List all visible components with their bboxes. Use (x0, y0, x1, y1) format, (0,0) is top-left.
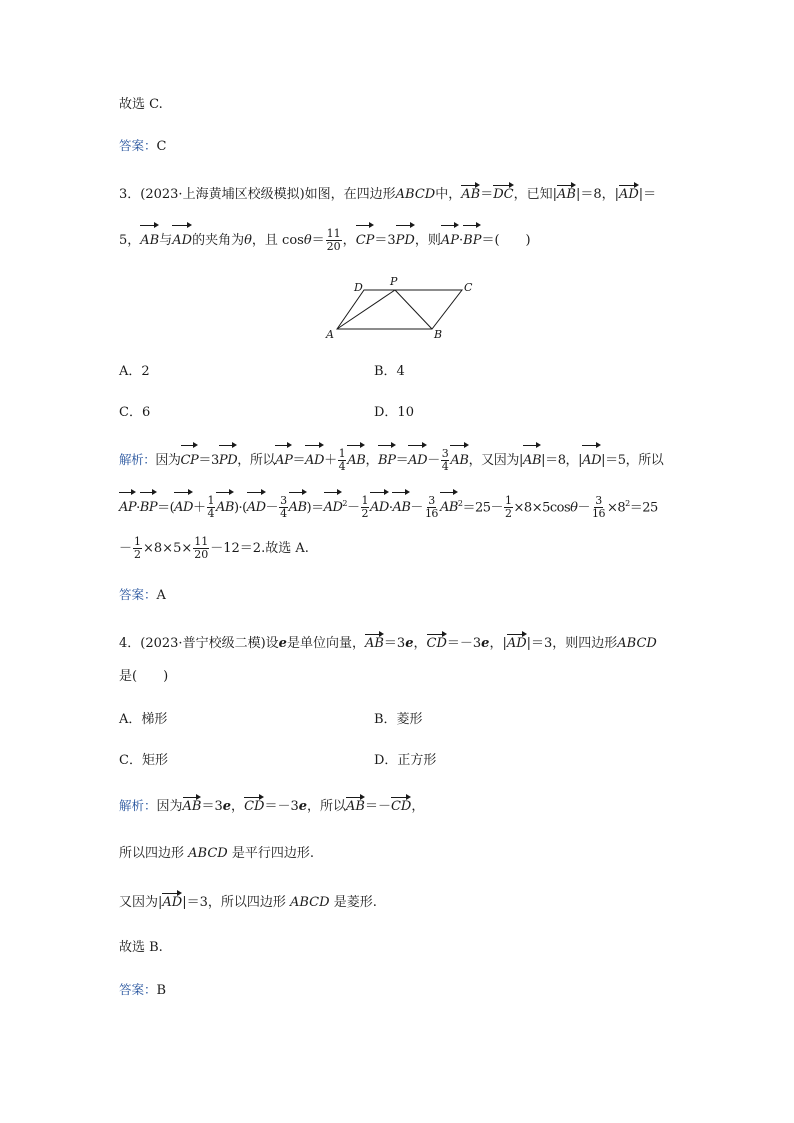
q4-text: 是( ) (119, 669, 169, 684)
q4-line1: 4．(2023·普宁校级二模)设e是单位向量，AB＝3e，CD＝－3e，|AD|＝3，则四边形ABCD (119, 633, 657, 653)
denominator: 4 (338, 460, 346, 473)
analysis-text: 因为 (156, 799, 183, 814)
vector-AD: AD (582, 444, 601, 476)
q3-analysis-line2: AP·BP＝(AD＋ $\frac{1}{4}$ AB)·(AD－ $\frac{3}{4}$ $AB)=AD^2-$ $\frac{1}{2}$ AD·AB－ $\frac{3}{16}$ $AB^2=25-$ $\frac{1}{2}$ ×8×5cosθ－ $\frac{3}{16}$ $\times 8^2=25$ (119, 489, 658, 523)
denominator: 20 (326, 240, 341, 253)
q4-analysis-line1: 解析：因为AB＝3e，CD＝－3e，所以AB＝－CD， (119, 798, 425, 814)
answer-label: 答案： (119, 587, 157, 602)
analysis-text: ＋ (324, 453, 337, 468)
answer-value: B (156, 983, 167, 998)
denominator: 4 (207, 507, 214, 521)
fraction (279, 495, 288, 520)
vector-AD: AD (324, 491, 343, 523)
analysis-text: 是平行四边形. (231, 846, 314, 861)
vector-PD: PD (219, 444, 237, 476)
text-line (119, 96, 163, 114)
dot: · (459, 233, 464, 248)
answer-value: A (156, 588, 166, 603)
vector-PD: PD (396, 224, 415, 256)
label-P: P (390, 275, 398, 288)
vector-AD: AD (507, 633, 527, 653)
quad-name: ABCD (395, 187, 436, 202)
numerator: 3 (441, 447, 449, 460)
vector-AD: AD (408, 444, 427, 476)
option-C: C．矩形 (119, 753, 168, 768)
option-A: A．2 (119, 364, 150, 379)
analysis-text: 是菱形. (333, 895, 377, 910)
q4-number: 4． (119, 636, 141, 651)
vector-AB: AB (216, 491, 234, 523)
vector-AB: AB (440, 491, 458, 523)
analysis-text: ， (365, 453, 379, 468)
q4-analysis-line3 (119, 892, 377, 912)
q3-text: 与 (159, 233, 173, 248)
numerator: 1 (505, 494, 512, 508)
analysis-text: ＝3 (198, 453, 219, 468)
quad-name: ABCD (290, 895, 330, 910)
analysis-text: ，所以 (237, 453, 276, 468)
analysis-text: ＝ (292, 453, 306, 468)
vector-AB: AB (450, 444, 468, 476)
vector-AP: AP (441, 224, 459, 256)
option-C: C．6 (119, 405, 151, 420)
denominator: 2 (134, 548, 142, 561)
fraction (591, 495, 606, 520)
vector-AB: AB (140, 224, 159, 256)
q3-text: ，已知| (513, 187, 557, 202)
denominator: 16 (591, 507, 605, 521)
parallelogram-shape (337, 290, 462, 329)
fraction (504, 495, 513, 520)
vector-CD: CD (391, 796, 411, 816)
option-D: D．正方形 (374, 753, 437, 768)
q4-text: 是单位向量， (286, 636, 365, 651)
unit-vector-e: e (405, 636, 414, 651)
analysis-text: ＝3 (201, 799, 223, 814)
denominator: 2 (505, 507, 512, 521)
q4-text: ＝－3 (446, 636, 482, 651)
analysis-text: |＝8，| (541, 453, 583, 468)
vector-BP: BP (140, 491, 157, 523)
analysis-text: 故选 B. (119, 940, 163, 955)
vector-BP: BP (463, 224, 481, 256)
fraction (133, 536, 142, 561)
vector-CD: CD (427, 633, 447, 653)
unit-vector-e: e (298, 799, 307, 814)
vector-AD: AD (174, 491, 193, 523)
eq: ＝ (480, 187, 494, 202)
quad-name: ABCD (188, 846, 228, 861)
analysis-text: ＝25 (629, 500, 658, 516)
analysis-text: 又因为| (119, 895, 163, 910)
vector-AB: AB (365, 633, 384, 653)
vector-AP: AP (119, 491, 136, 523)
q3-text: ， (342, 233, 356, 248)
answer-value: C (156, 139, 167, 154)
q4-line2 (119, 668, 168, 686)
option-A: A．梯形 (119, 712, 168, 727)
option-B: B．菱形 (374, 712, 423, 727)
denominator: 16 (424, 507, 438, 521)
analysis-text: －12＝2.故选 A. (210, 541, 309, 556)
q3-text: 中， (435, 187, 462, 202)
fraction (326, 228, 342, 253)
segment-AP (337, 290, 395, 329)
q3-analysis-line3: － $\frac{1}{2}$ ×8×5× $\frac{11}{20}$ －12＝2.故选 A. (119, 535, 309, 561)
vector-AB: AB (392, 491, 410, 523)
numerator: 1 (134, 535, 142, 548)
answer-label: 答案： (119, 138, 157, 153)
answer-label: 答案： (119, 982, 157, 997)
analysis-label: 解析： (119, 798, 157, 813)
theta: θ (303, 233, 312, 248)
label-D: D (354, 281, 363, 294)
numerator: 3 (428, 494, 435, 508)
q3-line1 (119, 184, 656, 204)
vector-AD: AD (247, 491, 266, 523)
numerator: 1 (361, 494, 369, 508)
q3-line2 (119, 224, 531, 256)
q3-text: 的夹角为 (192, 233, 245, 248)
fraction (338, 448, 347, 473)
numerator: 3 (595, 494, 602, 508)
answer-line (119, 586, 166, 605)
q4-analysis-line2 (119, 845, 314, 863)
vector-AD: AD (370, 491, 389, 523)
fraction (441, 448, 450, 473)
vector-CP: CP (356, 224, 375, 256)
analysis-text: 所以四边形 (119, 846, 185, 861)
option-D: D．10 (374, 405, 414, 420)
vector-AB: AB (523, 444, 541, 476)
fraction (424, 495, 439, 520)
vector-AB: AB (183, 796, 202, 816)
theta: θ (244, 233, 252, 248)
denominator: 20 (194, 548, 209, 561)
q4-source: (2023·普宁校级二模) (140, 636, 266, 651)
q3-text: ，且 cos (251, 233, 304, 248)
q4-analysis-line4 (119, 939, 163, 957)
answer-line (119, 981, 166, 1000)
numerator: 11 (194, 535, 209, 548)
vector-BP: BP (378, 444, 396, 476)
numerator: 1 (338, 447, 346, 460)
label-B: B (434, 328, 443, 341)
unit-vector-e: e (278, 636, 287, 651)
analysis-text: ＝ (395, 453, 409, 468)
q3-text: |＝8，| (575, 187, 619, 202)
analysis-text: ＝－3 (264, 799, 299, 814)
vector-DC: DC (493, 184, 513, 204)
analysis-text: － (427, 453, 440, 468)
q3-text: |＝ (638, 187, 657, 202)
analysis-text: |＝5，所以 (601, 453, 664, 468)
answer-line (119, 137, 166, 156)
quad-name: ABCD (617, 636, 657, 651)
vector-AP: AP (275, 444, 292, 476)
conclusion-text: 故选 C. (119, 97, 163, 112)
fraction (207, 495, 216, 520)
denominator: 4 (280, 507, 287, 521)
vector-AD: AD (305, 444, 324, 476)
fraction (193, 536, 209, 561)
unit-vector-e: e (481, 636, 490, 651)
denominator: 2 (361, 507, 369, 521)
unit-vector-e: e (222, 799, 232, 814)
vector-AB: AB (289, 491, 307, 523)
analysis-text: ＝－ (364, 799, 391, 814)
numerator: 1 (207, 494, 214, 508)
analysis-text: |＝3，所以四边形 (182, 895, 286, 910)
vector-AD: AD (162, 892, 182, 912)
segment-BP (395, 290, 432, 329)
q4-text: |＝3，则四边形 (526, 636, 618, 651)
q3-text: 5， (119, 233, 141, 248)
fraction (361, 495, 370, 520)
eq: ＝ (311, 233, 325, 248)
numerator: 11 (326, 227, 341, 240)
q3-text: ，则 (414, 233, 441, 248)
q4-text: 设 (265, 636, 279, 651)
vector-AD: AD (619, 184, 639, 204)
parallelogram-figure (320, 272, 480, 342)
vector-AB: AB (557, 184, 576, 204)
denominator: 4 (441, 460, 449, 473)
q3-source: (2023·上海黄埔区校级模拟) (140, 187, 305, 202)
vector-CD: CD (244, 796, 264, 816)
vector-AB: AB (461, 184, 480, 204)
vector-AD: AD (172, 224, 192, 256)
analysis-text: 因为 (155, 453, 181, 468)
vector-CP: CP (181, 444, 199, 476)
analysis-label: 解析： (119, 452, 156, 467)
label-C: C (464, 281, 473, 294)
q3-number: 3． (119, 187, 141, 202)
option-B: B．4 (374, 364, 405, 379)
analysis-text: ，又因为| (468, 453, 523, 468)
numerator: 3 (280, 494, 287, 508)
analysis-text: ，所以 (307, 799, 347, 814)
vector-AB: AB (346, 796, 365, 816)
label-A: A (326, 328, 334, 341)
q3-analysis-line1 (119, 444, 663, 476)
q3-text: ＝3 (374, 233, 396, 248)
q3-text: ＝( ) (481, 233, 531, 248)
q4-text: ＝3 (383, 636, 406, 651)
q3-text: 如图，在四边形 (304, 187, 396, 202)
vector-AB: AB (347, 444, 365, 476)
